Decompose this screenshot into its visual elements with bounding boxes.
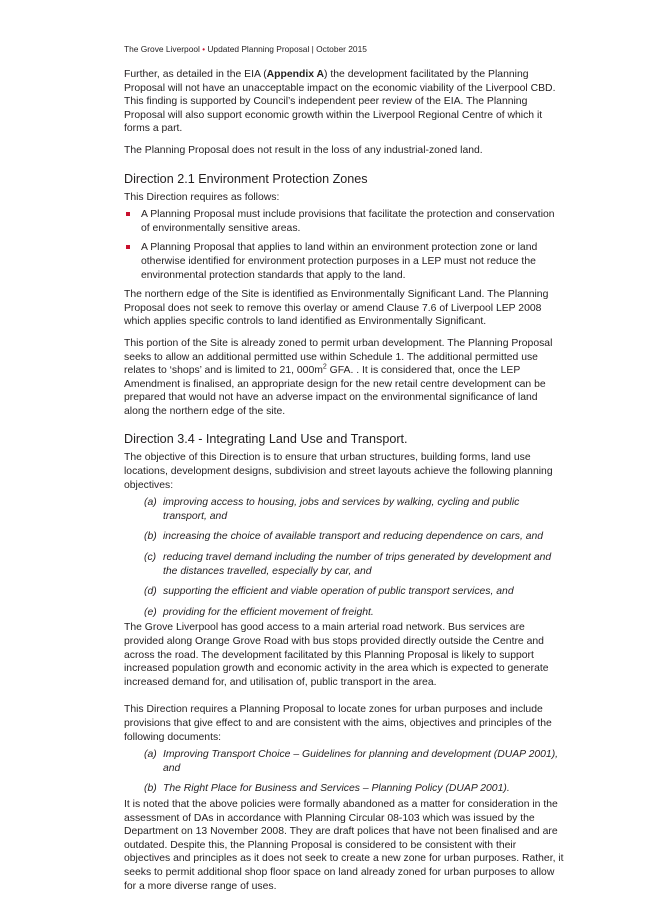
- section-heading-2-1: Direction 2.1 Environment Protection Zones: [124, 171, 368, 186]
- section-2-1-paragraph-2: This portion of the Site is already zoned to permit urban development. The Planning Proposal seeks to allow an additional permitted use within Schedule 1. The additional permitted use relates to ‘shops’ and is limited to 21, $000m^2$ GFA. . It is considered that, once the LEP Amendment is finalised, an appropriate design for the new retail centre development can be prepared that would not have an adverse impact on the environmental significance of land along the northern edge of the site.: [124, 337, 553, 417]
- list-item: (d) supporting the efficient and viable operation of public transport services, and: [144, 586, 514, 598]
- header-subtitle: Updated Planning Proposal | October 2015: [207, 44, 367, 54]
- list-item: (e) providing for the efficient movement of freight.: [144, 606, 374, 618]
- list-item: (a) improving access to housing, jobs and services by walking, cycling and public transport, and: [144, 497, 520, 522]
- documents-list: [124, 748, 564, 796]
- section-3-4-lead: The objective of this Direction is to ensure that urban structures, building forms, land use locations, development designs, subdivision and street layouts achieve the following planning objectives:: [124, 452, 553, 491]
- section-3-4-paragraph-1: The Grove Liverpool has good access to a main arterial road network. Bus services are provided along Orange Grove Road with bus stops provided directly outside the Centre and across the road. The development facilitated by this Planning Proposal is likely to support increased population growth and economic activity in the area which is expected to generate increased demand for, and utilisation of, public transport in the area.: [124, 622, 549, 688]
- page-body: [124, 68, 564, 901]
- list-item: (b) The Right Place for Business and Services – Planning Policy (DUAP 2001).: [144, 783, 510, 795]
- section-heading-3-4: Direction 3.4 - Integrating Land Use and Transport.: [124, 432, 408, 447]
- bullet-square-icon: [126, 212, 130, 216]
- section-3-4-paragraph-2: This Direction requires a Planning Proposal to locate zones for urban purposes and include provisions that give effect to and are consistent with the aims, objectives and principles of the following documents:: [124, 704, 552, 743]
- superscript: 2: [322, 363, 327, 371]
- section-2-1-lead: This Direction requires as follows:: [124, 191, 280, 203]
- running-header: [124, 44, 367, 54]
- intro-paragraph-2: The Planning Proposal does not result in the loss of any industrial-zoned land.: [124, 144, 483, 156]
- header-doc-title: The Grove Liverpool: [124, 44, 200, 54]
- list-item: (b) increasing the choice of available transport and reducing dependence on cars, and: [144, 531, 544, 543]
- list-item: (a) Improving Transport Choice – Guidelines for planning and development (DUAP 2001), and: [144, 749, 559, 774]
- section-2-1-paragraph-1: The northern edge of the Site is identified as Environmentally Significant Land. The Planning Proposal does not seek to remove this overlay or amend Clause 7.6 of Liverpool LEP 2008 which applies specific controls to land identified as Environmentally Significant.: [124, 289, 549, 328]
- list-item: (c) reducing travel demand including the number of trips generated by development and the distances travelled, especially by car, and: [144, 552, 552, 577]
- header-separator: •: [202, 45, 206, 54]
- list-item: A Planning Proposal that applies to land within an environment protection zone or land otherwise identified for environment protection purposes in a LEP must not reduce the environmental protection standards that apply to the land.: [124, 241, 564, 282]
- requirements-list: [124, 208, 564, 282]
- list-item: A Planning Proposal must include provisions that facilitate the protection and conservation of environmentally sensitive areas.: [124, 208, 564, 235]
- section-3-4-paragraph-3: It is noted that the above policies were formally abandoned as a matter for consideration in the assessment of DAs in accordance with Planning Circular 08-103 which was issued by the Department on 13 November 2008. They are draft polices that have not been finalised and are outdated. Despite this, the Planning Proposal is considered to be consistent with their objectives and principles as it does not seek to create a new zone for urban purposes. Rather, it seeks to permit additional shop floor space on land already zoned for urban purposes to allow for a more diverse range of uses.: [124, 798, 564, 892]
- appendix-reference: Appendix A: [266, 69, 325, 80]
- objectives-list: [124, 496, 564, 619]
- intro-paragraph-1: Further, as detailed in the EIA (Appendix A) the development facilitated by the Planning Proposal will not have an unacceptable impact on the economic viability of the Liverpool CBD. This finding is supported by Council’s independent peer review of the EIA. The Planning Proposal will also support economic growth within the Liverpool Regional Centre of which it forms a part.: [124, 69, 556, 135]
- bullet-square-icon: [126, 245, 130, 249]
